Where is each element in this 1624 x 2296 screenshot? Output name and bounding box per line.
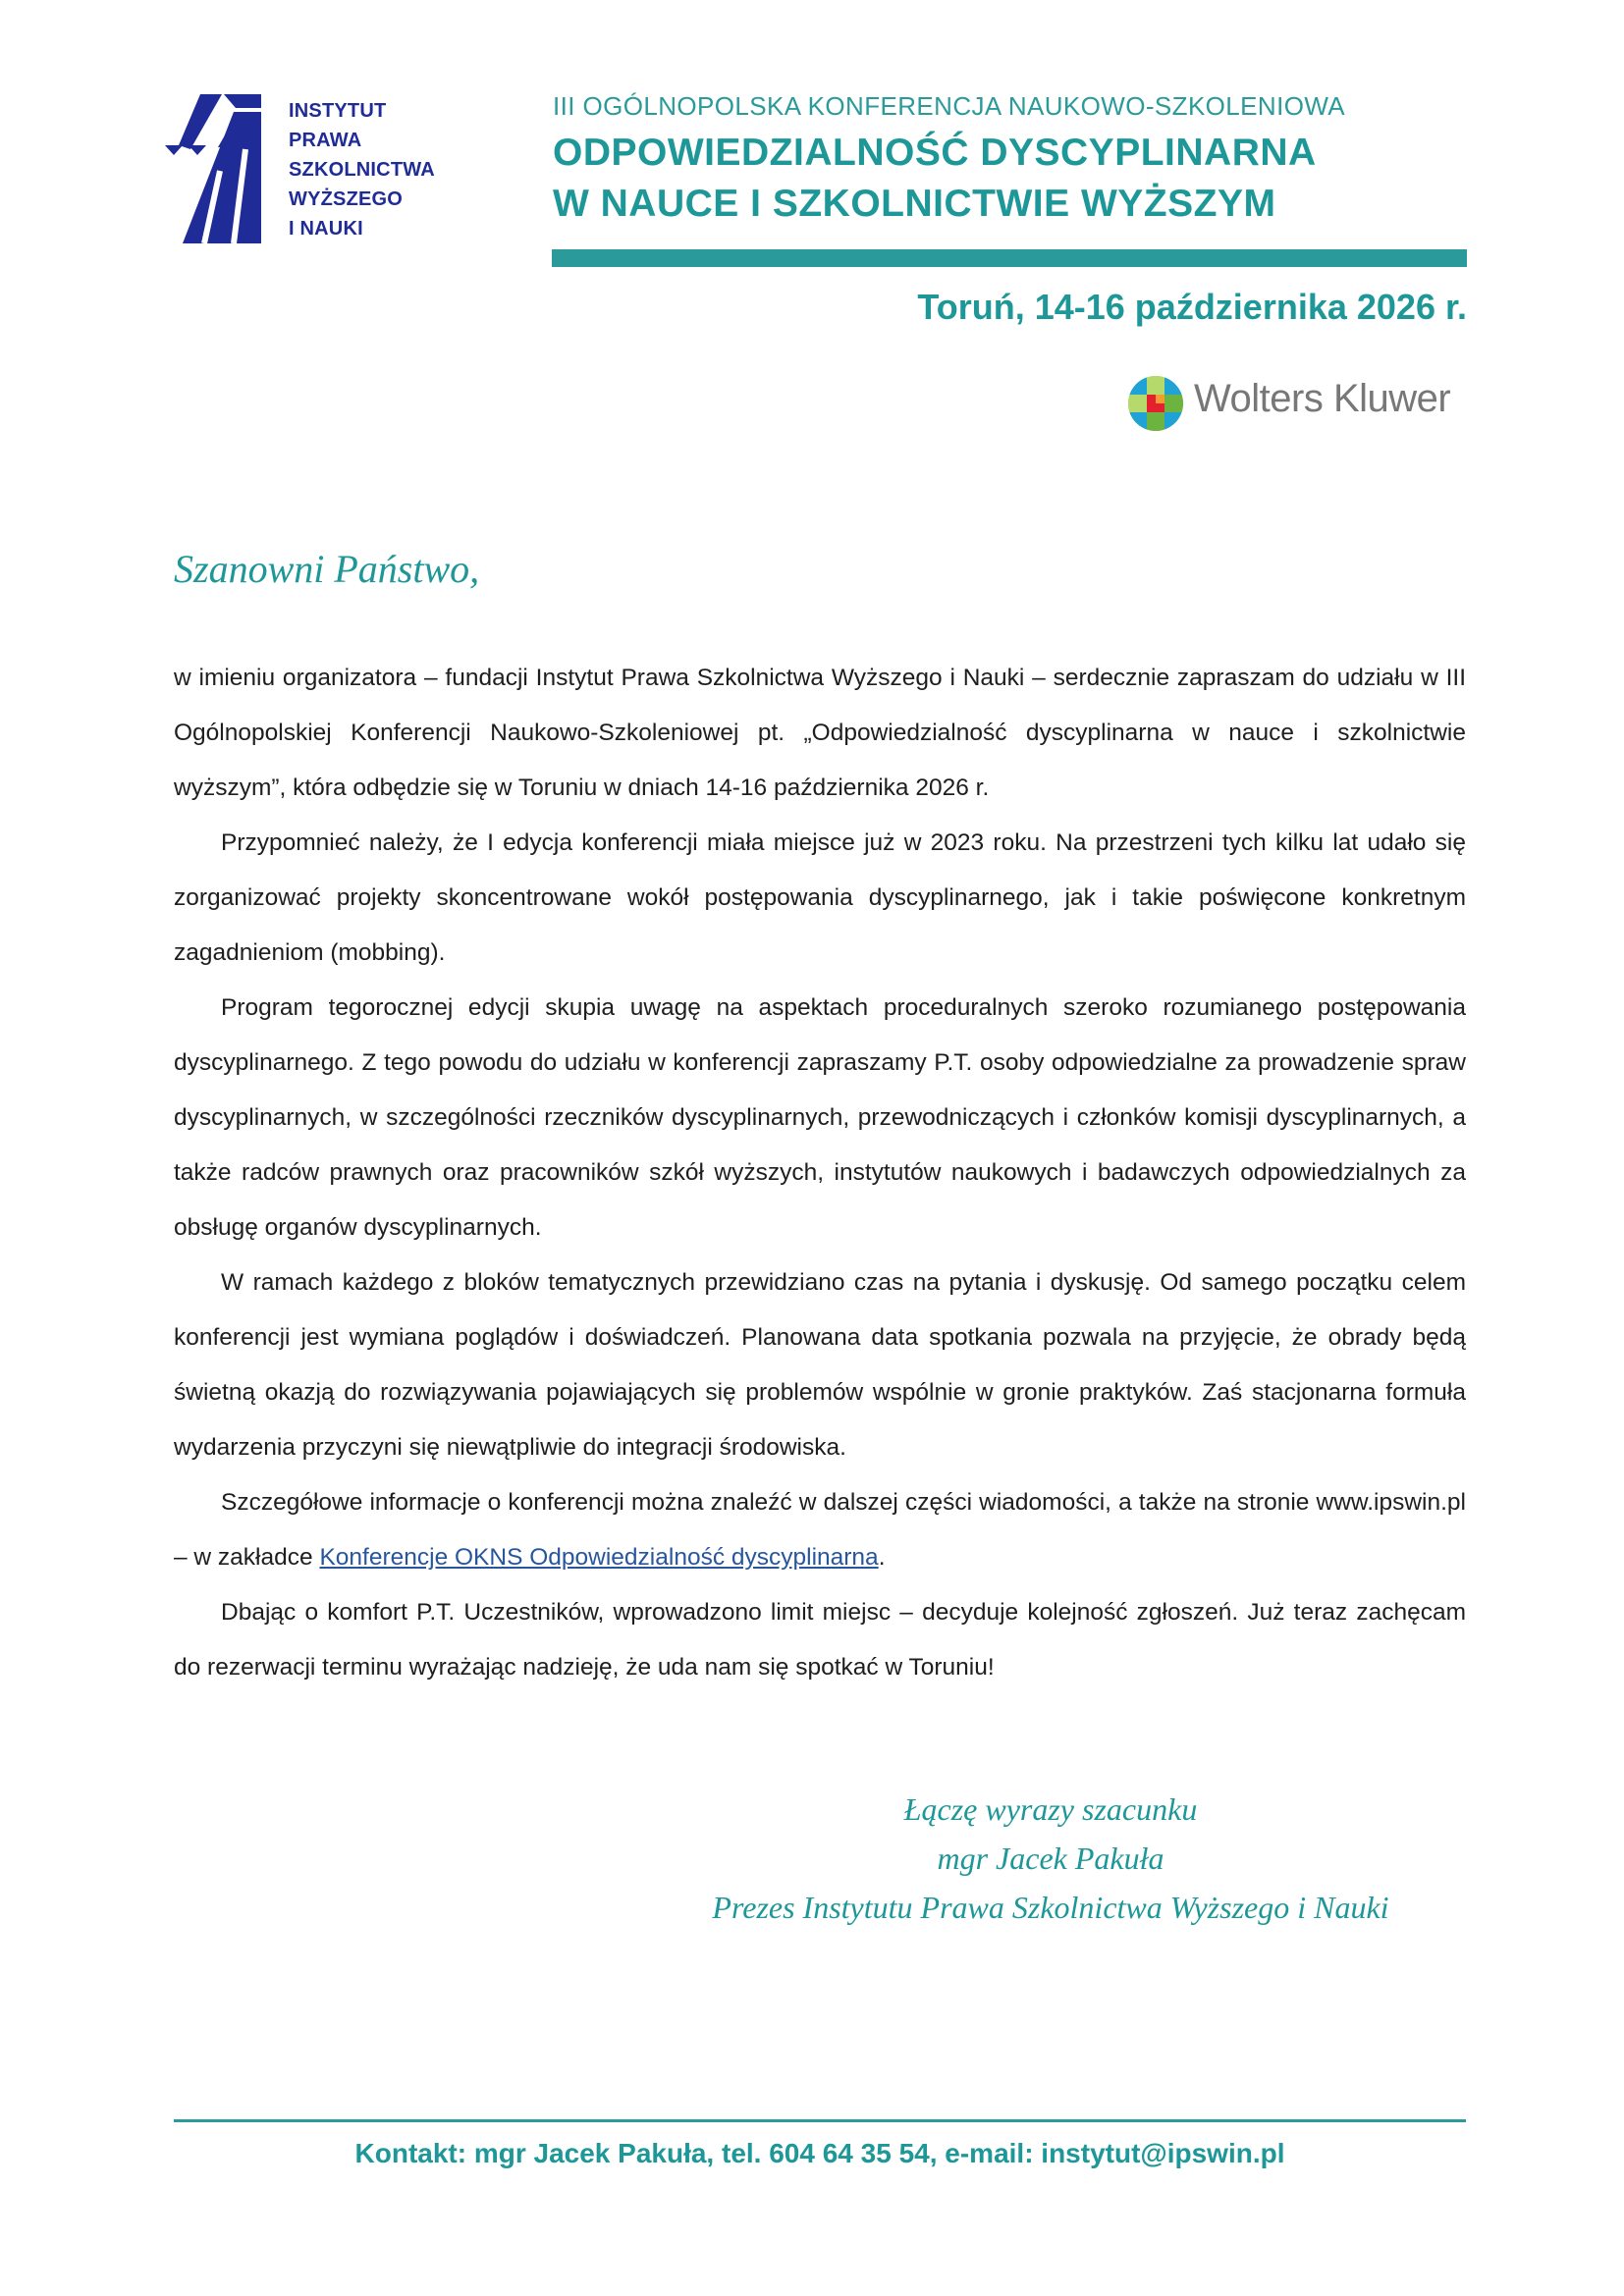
institute-emblem-icon — [165, 90, 283, 247]
conference-page-link[interactable]: Konferencje OKNS Odpowiedzialność dyscyplinarna — [319, 1544, 879, 1571]
logo-line: I NAUKI — [289, 218, 363, 240]
letter-paragraph: Przypomnieć należy, że I edycja konferencji miała miejsce już w 2023 roku. Na przestrzeni tych kilku lat udało się zorganizować projekty skoncentrowane wokół postępowania dyscyplinarnego, jak i takie poświęcone konkretnym zagadnieniom (mobbing). — [174, 829, 1466, 966]
logo-line: PRAWA — [289, 130, 362, 151]
sponsor-mosaic-icon — [1127, 375, 1184, 432]
signature-regards: Łączę wyrazy szacunku — [903, 1791, 1198, 1827]
conference-title — [553, 128, 1317, 230]
sponsor-name: Wolters Kluwer — [1194, 377, 1451, 420]
letter-body — [174, 651, 1466, 1695]
footer-divider — [174, 2119, 1466, 2122]
conference-subtitle: III OGÓLNOPOLSKA KONFERENCJA NAUKOWO-SZKOLENIOWA — [553, 91, 1346, 121]
letter-paragraph: Program tegorocznej edycji skupia uwagę na aspektach proceduralnych szeroko rozumianego postępowania dyscyplinarnego. Z tego powodu do udziału w konferencji zapraszamy P.T. osoby odpowiedzialne za prowadzenie spraw dyscyplinarnych, w szczególności rzeczników dyscyplinarnych, przewodniczących i członków komisji dyscyplinarnych, a także radców prawnych oraz pracowników szkół wyższych, instytutów naukowych i badawczych odpowiedzialnych za obsługę organów dyscyplinarnych. — [174, 994, 1466, 1241]
logo-line: WYŻSZEGO — [289, 188, 404, 210]
conference-title-line: W NAUCE I SZKOLNICTWIE WYŻSZYM — [553, 183, 1276, 225]
logo-line: INSTYTUT — [289, 100, 387, 122]
info-text: Szczegółowe informacje o konferencji można znaleźć w dalszej części wiadomości, a także na stronie www.ipswin.pl – w zakładce — [174, 1489, 1466, 1571]
logo-line: SZKOLNICTWA — [289, 159, 435, 181]
letter-paragraph: w imieniu organizatora – fundacji Instytut Prawa Szkolnictwa Wyższego i Nauki – serdecznie zapraszam do udziału w III Ogólnopolskiej Konferencji Naukowo-Szkoleniowej pt. „Odpowiedzialność dyscyplinarna w nauce i szkolnictwie wyższym”, która odbędzie się w Toruniu w dniach 14-16 października 2026 r. — [174, 665, 1466, 801]
salutation: Szanowni Państwo, — [174, 547, 480, 591]
signature-role: Prezes Instytutu Prawa Szkolnictwa Wyższego i Nauki — [712, 1890, 1389, 1925]
letter-paragraph: Dbając o komfort P.T. Uczestników, wprowadzono limit miejsc – decyduje kolejność zgłoszeń. Już teraz zachęcam do rezerwacji terminu wyrażając nadzieję, że uda nam się spotkać w Toruniu! — [174, 1599, 1466, 1681]
institute-logo — [165, 90, 450, 247]
letter-paragraph: W ramach każdego z bloków tematycznych przewidziano czas na pytania i dyskusję. Od samego początku celem konferencji jest wymiana poglądów i doświadczeń. Planowana data spotkania pozwala na przyjęcie, że obrady będą świetną okazją do rozwiązywania pojawiających się problemów wspólnie w gronie praktyków. Zaś stacjonarna formuła wydarzenia przyczyni się niewątpliwie do integracji środowiska. — [174, 1269, 1466, 1461]
footer-contact: Kontakt: mgr Jacek Pakuła, tel. 604 64 35 54, e-mail: instytut@ipswin.pl — [354, 2138, 1285, 2168]
letter-paragraph-info — [174, 1475, 1466, 1585]
conference-date: Toruń, 14-16 października 2026 r. — [917, 287, 1467, 327]
signature-block — [628, 1785, 1473, 1932]
conference-title-line: ODPOWIEDZIALNOŚĆ DYSCYPLINARNA — [553, 132, 1317, 174]
title-divider — [552, 249, 1467, 267]
info-text-end: . — [878, 1544, 886, 1571]
institute-logo-text — [289, 96, 435, 243]
signature-name: mgr Jacek Pakuła — [937, 1841, 1164, 1876]
